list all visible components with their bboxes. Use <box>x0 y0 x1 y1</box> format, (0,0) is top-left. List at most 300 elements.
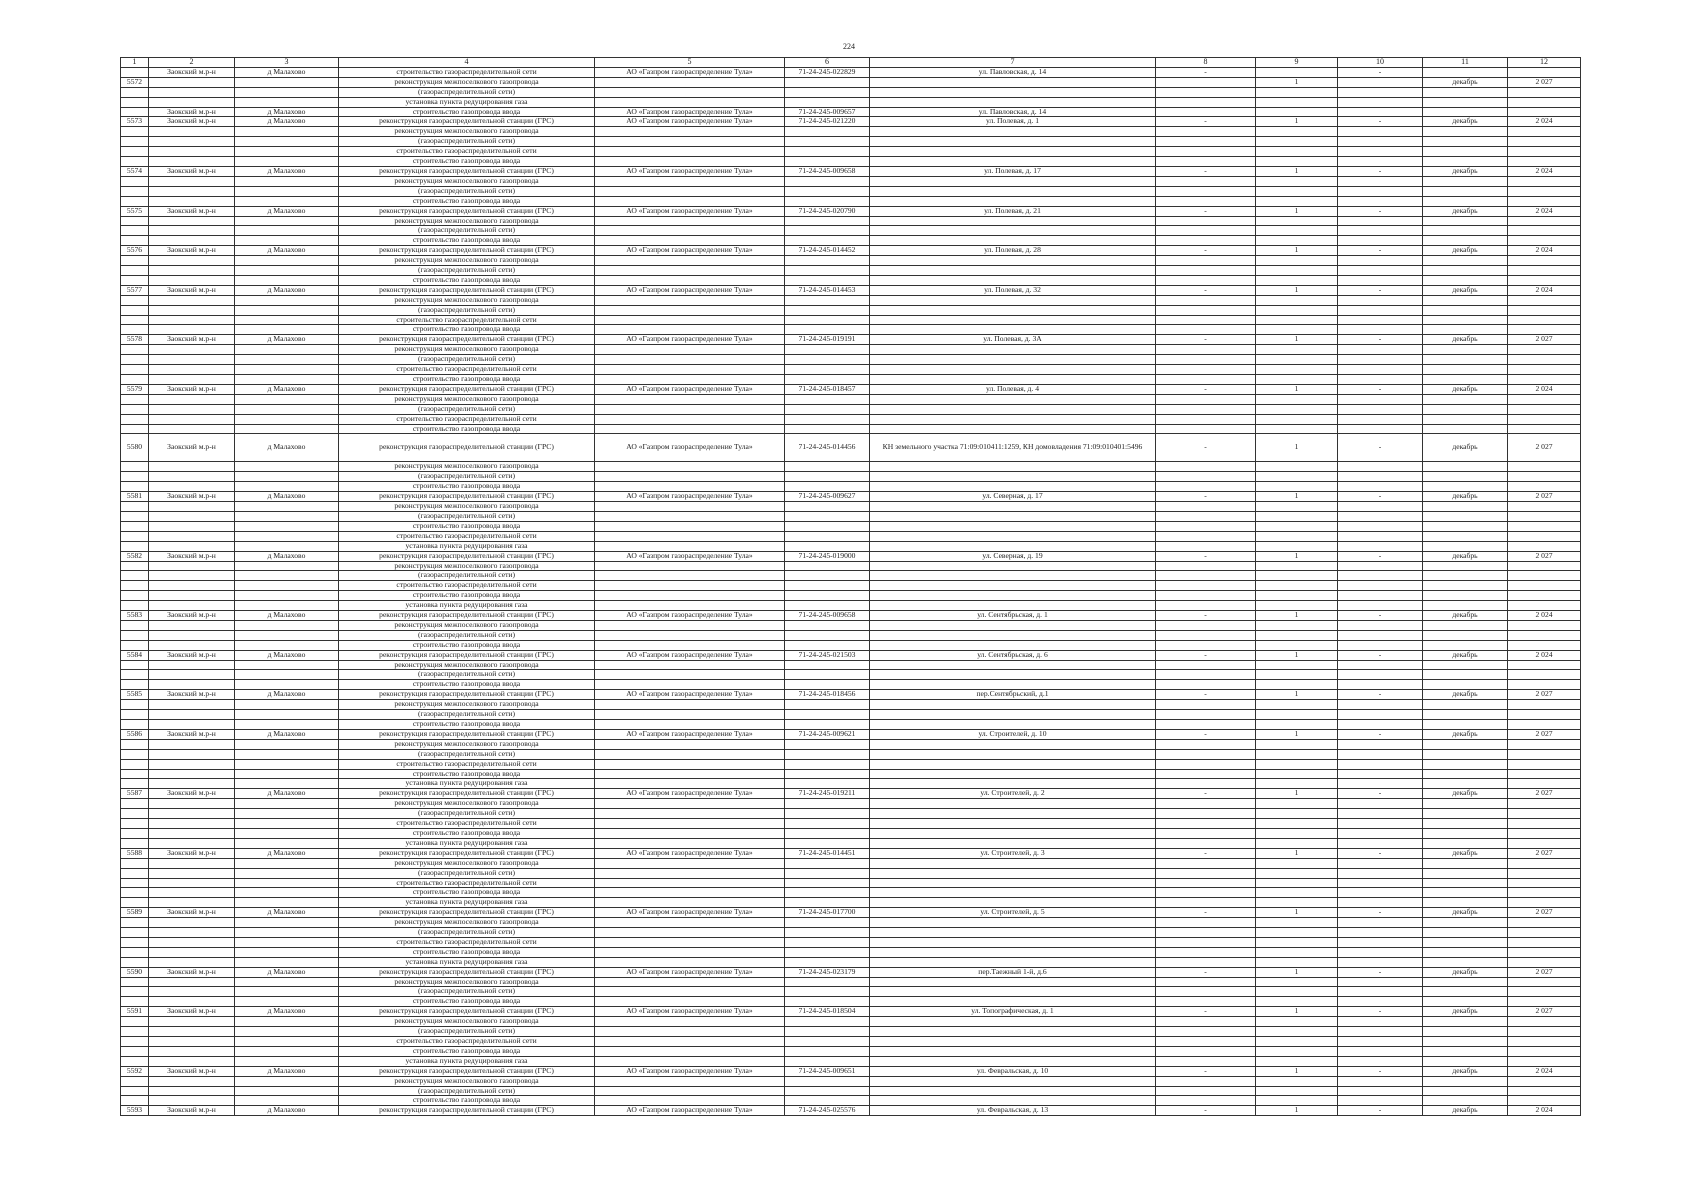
address-cell <box>870 216 1156 226</box>
application-code <box>785 305 870 315</box>
year-cell <box>1508 749 1581 759</box>
column-10-value <box>1338 630 1423 640</box>
column-8-value <box>1156 375 1256 385</box>
address-cell <box>870 404 1156 414</box>
entry-number <box>121 898 149 908</box>
organization-cell <box>595 987 785 997</box>
settlement-cell: д Малахово <box>235 729 339 739</box>
organization-cell <box>595 670 785 680</box>
works-cell: (газораспределительной сети) <box>339 404 595 414</box>
count-cell <box>1256 1086 1338 1096</box>
district-cell <box>149 424 235 434</box>
works-cell: (газораспределительной сети) <box>339 670 595 680</box>
application-code <box>785 581 870 591</box>
application-code <box>785 769 870 779</box>
count-cell <box>1256 1056 1338 1066</box>
works-cell: (газораспределительной сети) <box>339 472 595 482</box>
column-10-value <box>1338 928 1423 938</box>
month-cell <box>1423 819 1508 829</box>
year-cell: 2 027 <box>1508 789 1581 799</box>
address-cell: ул. Полевая, д. 4 <box>870 384 1156 394</box>
organization-cell <box>595 799 785 809</box>
application-code <box>785 462 870 472</box>
table-row <box>121 206 1581 216</box>
organization-cell <box>595 779 785 789</box>
address-cell <box>870 601 1156 611</box>
column-10-value <box>1338 511 1423 521</box>
works-cell: реконструкция межпоселкового газопровода <box>339 977 595 987</box>
table-row-continuation <box>121 521 1581 531</box>
entry-number <box>121 256 149 266</box>
works-cell: реконструкция газораспределительной станции (ГРС) <box>339 690 595 700</box>
organization-cell <box>595 275 785 285</box>
organization-cell <box>595 87 785 97</box>
column-8-value <box>1156 591 1256 601</box>
entry-number <box>121 918 149 928</box>
organization-cell: АО «Газпром газораспределение Тула» <box>595 1066 785 1076</box>
address-cell <box>870 630 1156 640</box>
settlement-cell <box>235 157 339 167</box>
column-10-value <box>1338 345 1423 355</box>
column-10-value <box>1338 947 1423 957</box>
month-cell <box>1423 511 1508 521</box>
table-row-continuation <box>121 176 1581 186</box>
column-10-value: - <box>1338 848 1423 858</box>
application-code <box>785 670 870 680</box>
district-cell: Заокский м.р-н <box>149 492 235 502</box>
year-cell <box>1508 315 1581 325</box>
district-cell <box>149 928 235 938</box>
month-cell: декабрь <box>1423 789 1508 799</box>
district-cell <box>149 97 235 107</box>
application-code <box>785 957 870 967</box>
application-code <box>785 236 870 246</box>
address-cell: КН земельного участка 71:09:010411:1259, КН домовладения 71:09:010401:5496 <box>870 434 1156 462</box>
district-cell <box>149 581 235 591</box>
district-cell: Заокский м.р-н <box>149 967 235 977</box>
count-cell <box>1256 1096 1338 1106</box>
settlement-cell <box>235 680 339 690</box>
table-row <box>121 789 1581 799</box>
works-cell: реконструкция межпоселкового газопровода <box>339 1076 595 1086</box>
works-cell: реконструкция газораспределительной станции (ГРС) <box>339 117 595 127</box>
table-row-continuation <box>121 630 1581 640</box>
column-8-value <box>1156 700 1256 710</box>
application-code <box>785 997 870 1007</box>
column-10-value <box>1338 226 1423 236</box>
organization-cell <box>595 571 785 581</box>
organization-cell <box>595 947 785 957</box>
district-cell: Заокский м.р-н <box>149 729 235 739</box>
district-cell <box>149 997 235 1007</box>
settlement-cell <box>235 620 339 630</box>
year-cell <box>1508 739 1581 749</box>
month-cell: декабрь <box>1423 611 1508 621</box>
column-8-value: - <box>1156 67 1256 77</box>
works-cell: строительство газораспределительной сети <box>339 531 595 541</box>
district-cell: Заокский м.р-н <box>149 1106 235 1116</box>
entry-number <box>121 157 149 167</box>
table-row-continuation <box>121 186 1581 196</box>
application-code <box>785 404 870 414</box>
month-cell <box>1423 137 1508 147</box>
works-cell: реконструкция газораспределительной станции (ГРС) <box>339 1066 595 1076</box>
column-8-value: - <box>1156 1106 1256 1116</box>
works-cell: строительство газопровода ввода <box>339 997 595 1007</box>
month-cell <box>1423 680 1508 690</box>
count-cell <box>1256 186 1338 196</box>
works-cell: строительство газопровода ввода <box>339 1096 595 1106</box>
entry-number <box>121 601 149 611</box>
application-code <box>785 295 870 305</box>
table-row-continuation <box>121 769 1581 779</box>
column-10-value <box>1338 918 1423 928</box>
address-cell <box>870 266 1156 276</box>
column-8-value <box>1156 355 1256 365</box>
organization-cell <box>595 749 785 759</box>
organization-cell: АО «Газпром газораспределение Тула» <box>595 206 785 216</box>
entry-number: 5572 <box>121 77 149 87</box>
works-cell: строительство газопровода ввода <box>339 521 595 531</box>
entry-number <box>121 216 149 226</box>
column-8-value <box>1156 660 1256 670</box>
table-row <box>121 1007 1581 1017</box>
column-10-value: - <box>1338 908 1423 918</box>
table-row-continuation <box>121 828 1581 838</box>
address-cell <box>870 531 1156 541</box>
application-code <box>785 521 870 531</box>
column-10-value <box>1338 1027 1423 1037</box>
column-8-value <box>1156 511 1256 521</box>
works-cell: реконструкция межпоселкового газопровода <box>339 561 595 571</box>
district-cell <box>149 759 235 769</box>
table-row-continuation <box>121 325 1581 335</box>
organization-cell <box>595 918 785 928</box>
table-row-continuation <box>121 1096 1581 1106</box>
table-row-continuation <box>121 355 1581 365</box>
count-cell <box>1256 720 1338 730</box>
works-cell: реконструкция газораспределительной станции (ГРС) <box>339 908 595 918</box>
address-cell <box>870 176 1156 186</box>
month-cell <box>1423 581 1508 591</box>
district-cell <box>149 858 235 868</box>
settlement-cell <box>235 581 339 591</box>
count-cell <box>1256 216 1338 226</box>
year-cell <box>1508 482 1581 492</box>
address-cell <box>870 799 1156 809</box>
organization-cell: АО «Газпром газораспределение Тула» <box>595 611 785 621</box>
month-cell <box>1423 186 1508 196</box>
application-code: 71-24-245-018457 <box>785 384 870 394</box>
settlement-cell <box>235 256 339 266</box>
settlement-cell: д Малахово <box>235 789 339 799</box>
count-cell <box>1256 620 1338 630</box>
column-10-value <box>1338 462 1423 472</box>
column-10-value: - <box>1338 551 1423 561</box>
column-8-value <box>1156 157 1256 167</box>
settlement-cell <box>235 997 339 1007</box>
column-10-value <box>1338 236 1423 246</box>
works-cell: (газораспределительной сети) <box>339 928 595 938</box>
table-row-continuation <box>121 947 1581 957</box>
settlement-cell: д Малахово <box>235 551 339 561</box>
column-8-value <box>1156 977 1256 987</box>
works-cell: (газораспределительной сети) <box>339 749 595 759</box>
count-cell: 1 <box>1256 166 1338 176</box>
month-cell <box>1423 266 1508 276</box>
month-cell <box>1423 365 1508 375</box>
entry-number <box>121 947 149 957</box>
works-cell: (газораспределительной сети) <box>339 571 595 581</box>
month-cell <box>1423 462 1508 472</box>
district-cell: Заокский м.р-н <box>149 285 235 295</box>
column-10-value <box>1338 868 1423 878</box>
district-cell <box>149 888 235 898</box>
table-row-continuation <box>121 266 1581 276</box>
organization-cell: АО «Газпром газораспределение Тула» <box>595 551 785 561</box>
address-cell: ул. Северная, д. 17 <box>870 492 1156 502</box>
application-code <box>785 739 870 749</box>
count-cell <box>1256 898 1338 908</box>
district-cell <box>149 680 235 690</box>
works-cell: установка пункта редуцирования газа <box>339 898 595 908</box>
district-cell <box>149 878 235 888</box>
organization-cell <box>595 315 785 325</box>
settlement-cell <box>235 779 339 789</box>
settlement-cell: д Малахово <box>235 1106 339 1116</box>
column-number: 6 <box>785 58 870 68</box>
year-cell <box>1508 462 1581 472</box>
settlement-cell <box>235 147 339 157</box>
count-cell <box>1256 937 1338 947</box>
district-cell <box>149 266 235 276</box>
month-cell: декабрь <box>1423 335 1508 345</box>
column-10-value <box>1338 472 1423 482</box>
table-row-continuation <box>121 987 1581 997</box>
month-cell <box>1423 898 1508 908</box>
application-code <box>785 561 870 571</box>
application-code: 71-24-245-021503 <box>785 650 870 660</box>
address-cell: ул. Строителей, д. 10 <box>870 729 1156 739</box>
column-8-value: - <box>1156 285 1256 295</box>
entry-number: 5583 <box>121 611 149 621</box>
year-cell <box>1508 1076 1581 1086</box>
address-cell <box>870 414 1156 424</box>
column-8-value <box>1156 838 1256 848</box>
settlement-cell <box>235 947 339 957</box>
year-cell <box>1508 256 1581 266</box>
organization-cell <box>595 345 785 355</box>
column-8-value <box>1156 581 1256 591</box>
organization-cell: АО «Газпром газораспределение Тула» <box>595 492 785 502</box>
entry-number <box>121 1027 149 1037</box>
works-cell: реконструкция газораспределительной станции (ГРС) <box>339 246 595 256</box>
address-cell <box>870 87 1156 97</box>
count-cell <box>1256 700 1338 710</box>
column-8-value: - <box>1156 434 1256 462</box>
table-row-continuation <box>121 502 1581 512</box>
works-cell: реконструкция газораспределительной станции (ГРС) <box>339 285 595 295</box>
table-row <box>121 77 1581 87</box>
settlement-cell: д Малахово <box>235 107 339 117</box>
table-row <box>121 1106 1581 1116</box>
month-cell <box>1423 928 1508 938</box>
district-cell <box>149 315 235 325</box>
column-8-value <box>1156 1076 1256 1086</box>
works-cell: реконструкция межпоселкового газопровода <box>339 127 595 137</box>
application-code <box>785 809 870 819</box>
settlement-cell <box>235 769 339 779</box>
address-cell: ул. Полевая, д. 1 <box>870 117 1156 127</box>
address-cell <box>870 769 1156 779</box>
column-10-value <box>1338 424 1423 434</box>
column-8-value: - <box>1156 335 1256 345</box>
count-cell: 1 <box>1256 206 1338 216</box>
column-10-value <box>1338 77 1423 87</box>
address-cell <box>870 878 1156 888</box>
settlement-cell: д Малахово <box>235 1066 339 1076</box>
settlement-cell <box>235 1086 339 1096</box>
table-row-continuation <box>121 1086 1581 1096</box>
application-code <box>785 127 870 137</box>
year-cell <box>1508 531 1581 541</box>
year-cell <box>1508 630 1581 640</box>
application-code <box>785 394 870 404</box>
column-10-value: - <box>1338 650 1423 660</box>
column-8-value <box>1156 256 1256 266</box>
application-code: 71-24-245-014451 <box>785 848 870 858</box>
count-cell <box>1256 670 1338 680</box>
month-cell <box>1423 375 1508 385</box>
month-cell <box>1423 997 1508 1007</box>
application-code <box>785 325 870 335</box>
address-cell <box>870 137 1156 147</box>
entry-number <box>121 769 149 779</box>
year-cell <box>1508 591 1581 601</box>
application-code: 71-24-245-009658 <box>785 611 870 621</box>
column-8-value <box>1156 541 1256 551</box>
year-cell <box>1508 977 1581 987</box>
count-cell <box>1256 928 1338 938</box>
application-code <box>785 620 870 630</box>
count-cell <box>1256 987 1338 997</box>
settlement-cell: д Малахово <box>235 384 339 394</box>
year-cell: 2 024 <box>1508 117 1581 127</box>
address-cell <box>870 127 1156 137</box>
column-8-value <box>1156 898 1256 908</box>
entry-number: 5592 <box>121 1066 149 1076</box>
settlement-cell <box>235 424 339 434</box>
district-cell <box>149 571 235 581</box>
application-code <box>785 97 870 107</box>
month-cell <box>1423 759 1508 769</box>
entry-number <box>121 838 149 848</box>
table-row-continuation <box>121 720 1581 730</box>
works-cell: установка пункта редуцирования газа <box>339 97 595 107</box>
count-cell <box>1256 541 1338 551</box>
address-cell: ул. Февральская, д. 10 <box>870 1066 1156 1076</box>
count-cell <box>1256 997 1338 1007</box>
page-number: 224 <box>843 42 855 51</box>
year-cell <box>1508 127 1581 137</box>
settlement-cell <box>235 462 339 472</box>
column-10-value <box>1338 660 1423 670</box>
entry-number <box>121 720 149 730</box>
column-8-value: - <box>1156 166 1256 176</box>
settlement-cell <box>235 266 339 276</box>
settlement-cell <box>235 541 339 551</box>
year-cell <box>1508 147 1581 157</box>
column-8-value <box>1156 236 1256 246</box>
district-cell: Заокский м.р-н <box>149 384 235 394</box>
organization-cell <box>595 295 785 305</box>
district-cell <box>149 1096 235 1106</box>
column-10-value <box>1338 107 1423 117</box>
district-cell: Заокский м.р-н <box>149 611 235 621</box>
column-10-value <box>1338 957 1423 967</box>
count-cell <box>1256 67 1338 77</box>
district-cell: Заокский м.р-н <box>149 789 235 799</box>
month-cell <box>1423 640 1508 650</box>
works-cell: строительство газораспределительной сети <box>339 147 595 157</box>
works-cell: установка пункта редуцирования газа <box>339 541 595 551</box>
organization-cell <box>595 977 785 987</box>
settlement-cell <box>235 868 339 878</box>
column-8-value <box>1156 414 1256 424</box>
application-code <box>785 226 870 236</box>
organization-cell: АО «Газпром газораспределение Тула» <box>595 285 785 295</box>
settlement-cell: д Малахово <box>235 246 339 256</box>
application-code <box>785 365 870 375</box>
application-code: 71-24-245-009621 <box>785 729 870 739</box>
count-cell <box>1256 828 1338 838</box>
table-row <box>121 335 1581 345</box>
entry-number <box>121 1076 149 1086</box>
column-number: 10 <box>1338 58 1423 68</box>
works-cell: реконструкция межпоселкового газопровода <box>339 256 595 266</box>
application-code: 71-24-245-009658 <box>785 166 870 176</box>
application-code <box>785 828 870 838</box>
organization-cell <box>595 531 785 541</box>
column-number: 3 <box>235 58 339 68</box>
district-cell <box>149 819 235 829</box>
count-cell <box>1256 779 1338 789</box>
entry-number: 5591 <box>121 1007 149 1017</box>
table-row-continuation <box>121 305 1581 315</box>
column-8-value: - <box>1156 492 1256 502</box>
application-code <box>785 1017 870 1027</box>
table-row-continuation <box>121 375 1581 385</box>
address-cell <box>870 1046 1156 1056</box>
year-cell <box>1508 521 1581 531</box>
entry-number <box>121 977 149 987</box>
entry-number <box>121 186 149 196</box>
year-cell <box>1508 365 1581 375</box>
organization-cell: АО «Газпром газораспределение Тула» <box>595 117 785 127</box>
works-cell: реконструкция газораспределительной станции (ГРС) <box>339 384 595 394</box>
count-cell <box>1256 1037 1338 1047</box>
settlement-cell <box>235 315 339 325</box>
application-code <box>785 779 870 789</box>
organization-cell <box>595 325 785 335</box>
count-cell <box>1256 375 1338 385</box>
application-code: 71-24-245-020790 <box>785 206 870 216</box>
month-cell: декабрь <box>1423 384 1508 394</box>
settlement-cell: д Малахово <box>235 967 339 977</box>
settlement-cell <box>235 305 339 315</box>
organization-cell: АО «Газпром газораспределение Тула» <box>595 729 785 739</box>
application-code: 71-24-245-019211 <box>785 789 870 799</box>
